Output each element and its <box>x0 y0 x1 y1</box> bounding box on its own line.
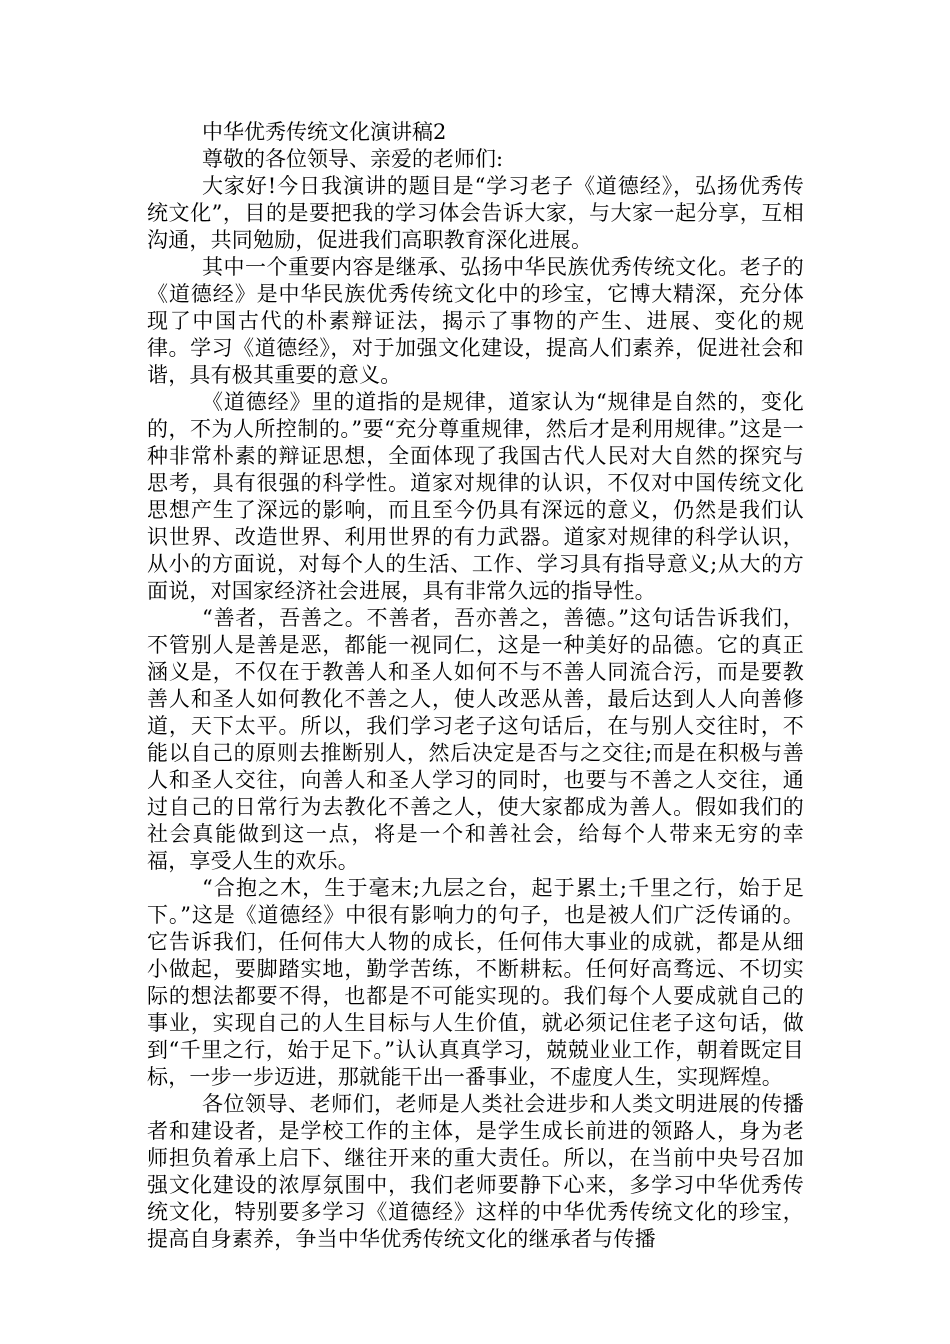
document-title: 中华优秀传统文化演讲稿2 <box>202 120 447 144</box>
salutation: 尊敬的各位领导、亲爱的老师们: <box>202 147 504 171</box>
paragraph-4: “善者，吾善之。不善者，吾亦善之，善德。”这句话告诉我们，不管别人是善是恶，都能一视同仁，这是一种美好的品德。它的真正涵义是，不仅在于教善人和圣人如何不与不善人同流合污，而是要教善人和圣人如何教化不善之人，使人改恶从善，最后达到人人向善修道，天下太平。所以，我们学习老子这句话后，在与别人交往时，不能以自己的原则去推断别人，然后决定是否与之交往;而是在积极与善人和圣人交往，向善人和圣人学习的同时，也要与不善之人交往，通过自己的日常行为去教化不善之人，使大家都成为善人。假如我们的社会真能做到这一点，将是一个和善社会，给每个人带来无穷的幸福，享受人生的欢乐。 <box>147 606 804 873</box>
paragraph-2: 其中一个重要内容是继承、弘扬中华民族优秀传统文化。老子的《道德经》是中华民族优秀传统文化中的珍宝，它博大精深，充分体现了中国古代的朴素辩证法，揭示了事物的产生、进展、变化的规律。学习《道德经》，对于加强文化建设，提高人们素养，促进社会和谐，具有极其重要的意义。 <box>147 255 804 387</box>
document-page <box>147 119 804 1253</box>
paragraph-6: 各位领导、老师们，老师是人类社会进步和人类文明进展的传播者和建设者，是学校工作的主体，是学生成长前进的领路人，身为老师担负着承上启下、继往开来的重大责任。所以，在当前中央号召加强文化建设的浓厚氛围中，我们老师要静下心来，多学习中华优秀传统文化，特别要多学习《道德经》这样的中华优秀传统文化的珍宝，提高自身素养，争当中华优秀传统文化的继承者与传播 <box>147 1092 804 1251</box>
paragraph-5: “合抱之木，生于毫末;九层之台，起于累土;千里之行，始于足下。”这是《道德经》中很有影响力的句子，也是被人们广泛传诵的。它告诉我们，任何伟大人物的成长，任何伟大事业的成就，都是从细小做起，要脚踏实地，勤学苦练，不断耕耘。任何好高骛远、不切实际的想法都要不得，也都是不可能实现的。我们每个人要成就自己的事业，实现自己的人生目标与人生价值，就必须记住老子这句话，做到“千里之行，始于足下。”认认真真学习，兢兢业业工作，朝着既定目标，一步一步迈进，那就能干出一番事业，不虚度人生，实现辉煌。 <box>147 876 804 1089</box>
paragraph-3: 《道德经》里的道指的是规律，道家认为“规律是自然的，变化的，不为人所控制的。”要“充分尊重规律，然后才是利用规律。”这是一种非常朴素的辩证思想，全面体现了我国古代人民对大自然的探究与思考，具有很强的科学性。道家对规律的认识，不仅对中国传统文化思想产生了深远的影响，而且至今仍具有深远的意义，仍然是我们认识世界、改造世界、利用世界的有力武器。道家对规律的科学认识，从小的方面说，对每个人的生活、工作、学习具有指导意义;从大的方面说，对国家经济社会进展，具有非常久远的指导性。 <box>147 390 804 603</box>
paragraph-1: 大家好!今日我演讲的题目是“学习老子《道德经》，弘扬优秀传统文化”，目的是要把我的学习体会告诉大家，与大家一起分享，互相沟通，共同勉励，促进我们高职教育深化进展。 <box>147 174 804 252</box>
